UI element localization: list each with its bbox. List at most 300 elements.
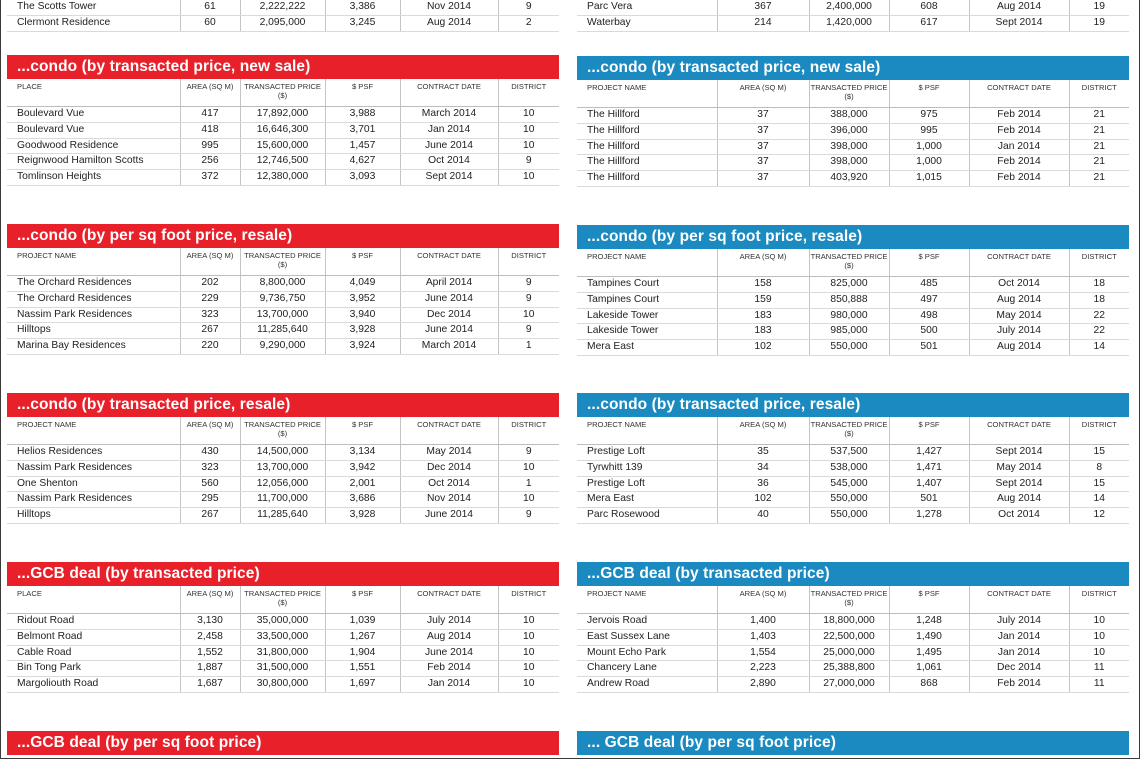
cell-date: Jan 2014: [400, 122, 498, 138]
cell-district: 12: [1069, 508, 1129, 524]
table-row: [7, 492, 559, 508]
cell-price: 31,500,000: [240, 661, 325, 677]
data-table: [577, 586, 1129, 693]
cell-area: 323: [180, 460, 240, 476]
cell-price: 825,000: [809, 277, 889, 293]
cell-name: Nassim Park Residences: [7, 460, 180, 476]
col-header-area: AREA (SQ M): [180, 248, 240, 276]
col-header-psf: $ PSF: [325, 417, 400, 445]
cell-price: 403,920: [809, 171, 889, 187]
col-header-area: AREA (SQ M): [717, 80, 809, 108]
cell-price: 1,420,000: [809, 15, 889, 31]
col-header-contract-date: CONTRACT DATE: [400, 586, 498, 614]
cell-psf: 1,427: [889, 445, 969, 461]
cell-psf: 3,245: [325, 15, 400, 31]
table-row: [7, 323, 559, 339]
cell-psf: 500: [889, 324, 969, 340]
table-row: [7, 276, 559, 292]
cell-district: 15: [1069, 476, 1129, 492]
section-title: ...GCB deal (by per sq foot price): [7, 731, 559, 755]
cell-date: Dec 2014: [969, 661, 1069, 677]
cell-psf: 3,940: [325, 307, 400, 323]
col-header-first: PROJECT NAME: [577, 417, 717, 445]
cell-psf: 1,248: [889, 614, 969, 630]
col-header-contract-date: CONTRACT DATE: [969, 417, 1069, 445]
cell-psf: 995: [889, 123, 969, 139]
cell-district: 10: [498, 307, 559, 323]
cell-district: 9: [498, 291, 559, 307]
cell-date: May 2014: [969, 308, 1069, 324]
cell-area: 158: [717, 277, 809, 293]
table-row: [577, 277, 1129, 293]
table-row: [577, 108, 1129, 124]
cell-district: 9: [498, 323, 559, 339]
table-row: [577, 508, 1129, 524]
cell-psf: 1,551: [325, 661, 400, 677]
cell-date: Feb 2014: [400, 661, 498, 677]
cell-price: 14,500,000: [240, 445, 325, 461]
cell-psf: 3,924: [325, 339, 400, 355]
cell-area: 202: [180, 276, 240, 292]
cell-psf: 3,988: [325, 107, 400, 123]
cell-area: 214: [717, 15, 809, 31]
cell-date: Dec 2014: [400, 307, 498, 323]
col-header-area: AREA (SQ M): [717, 417, 809, 445]
cell-name: Prestige Loft: [577, 445, 717, 461]
data-table: [577, 80, 1129, 187]
cell-name: Ridout Road: [7, 614, 180, 630]
cell-psf: 1,697: [325, 677, 400, 693]
cell-name: Hilltops: [7, 508, 180, 524]
col-header-district: DISTRICT: [1069, 586, 1129, 614]
cell-date: Feb 2014: [969, 123, 1069, 139]
cell-psf: 1,278: [889, 508, 969, 524]
cell-psf: 3,093: [325, 170, 400, 186]
cell-area: 1,554: [717, 645, 809, 661]
cell-name: Cable Road: [7, 645, 180, 661]
cell-area: 267: [180, 323, 240, 339]
cell-psf: 3,701: [325, 122, 400, 138]
data-table: [7, 0, 559, 32]
cell-price: 538,000: [809, 460, 889, 476]
col-header-first: PROJECT NAME: [577, 586, 717, 614]
cell-name: Hilltops: [7, 323, 180, 339]
cell-date: Jan 2014: [400, 677, 498, 693]
cell-area: 372: [180, 170, 240, 186]
col-header-area: AREA (SQ M): [180, 79, 240, 107]
table-row: [7, 508, 559, 524]
cell-psf: 1,039: [325, 614, 400, 630]
cell-price: 2,095,000: [240, 15, 325, 31]
col-header-psf: $ PSF: [325, 79, 400, 107]
cell-district: 1: [498, 339, 559, 355]
cell-name: Andrew Road: [577, 677, 717, 693]
cell-district: 9: [498, 508, 559, 524]
cell-district: 11: [1069, 661, 1129, 677]
section-left-condo-psf-resale: [7, 224, 559, 355]
section-left-condo-price-new-sale: [7, 55, 559, 186]
table-row: [577, 614, 1129, 630]
cell-psf: 1,061: [889, 661, 969, 677]
col-header-area: AREA (SQ M): [717, 586, 809, 614]
cell-district: 10: [498, 460, 559, 476]
cell-date: Jan 2014: [969, 139, 1069, 155]
cell-name: Reignwood Hamilton Scotts: [7, 154, 180, 170]
col-header-district: DISTRICT: [1069, 417, 1129, 445]
cell-area: 183: [717, 308, 809, 324]
cell-district: 22: [1069, 308, 1129, 324]
section-left-gcb-psf: [7, 731, 559, 755]
table-row: [7, 629, 559, 645]
table-row: [7, 445, 559, 461]
cell-district: 10: [498, 614, 559, 630]
section-right-gcb-price: [577, 562, 1129, 693]
col-header-contract-date: CONTRACT DATE: [969, 249, 1069, 277]
col-header-price: TRANSACTED PRICE ($): [809, 249, 889, 277]
cell-area: 229: [180, 291, 240, 307]
table-row: [577, 15, 1129, 31]
col-header-district: DISTRICT: [498, 417, 559, 445]
cell-district: 14: [1069, 340, 1129, 356]
cell-name: Nassim Park Residences: [7, 492, 180, 508]
cell-price: 18,800,000: [809, 614, 889, 630]
table-body: [7, 445, 559, 524]
cell-psf: 501: [889, 492, 969, 508]
cell-date: Dec 2014: [400, 460, 498, 476]
cell-name: Mount Echo Park: [577, 645, 717, 661]
col-header-contract-date: CONTRACT DATE: [400, 248, 498, 276]
table-row: [577, 476, 1129, 492]
cell-area: 1,403: [717, 629, 809, 645]
cell-district: 15: [1069, 445, 1129, 461]
cell-psf: 1,267: [325, 629, 400, 645]
col-header-price: TRANSACTED PRICE ($): [240, 586, 325, 614]
cell-psf: 1,490: [889, 629, 969, 645]
cell-date: Sept 2014: [969, 15, 1069, 31]
col-header-district: DISTRICT: [498, 586, 559, 614]
cell-area: 183: [717, 324, 809, 340]
cell-price: 12,056,000: [240, 476, 325, 492]
cell-date: July 2014: [400, 614, 498, 630]
cell-psf: 3,386: [325, 0, 400, 15]
cell-area: 1,552: [180, 645, 240, 661]
table-body: [7, 614, 559, 693]
col-header-contract-date: CONTRACT DATE: [969, 80, 1069, 108]
cell-price: 550,000: [809, 340, 889, 356]
cell-date: Aug 2014: [969, 0, 1069, 15]
cell-date: Aug 2014: [969, 492, 1069, 508]
table-row: [7, 122, 559, 138]
data-table: [7, 248, 559, 355]
cell-name: Marina Bay Residences: [7, 339, 180, 355]
cell-psf: 3,686: [325, 492, 400, 508]
cell-date: April 2014: [400, 276, 498, 292]
cell-date: Oct 2014: [400, 476, 498, 492]
col-header-price: TRANSACTED PRICE ($): [240, 79, 325, 107]
table-row: [577, 445, 1129, 461]
col-header-psf: $ PSF: [325, 586, 400, 614]
cell-name: Mera East: [577, 492, 717, 508]
section-right-condo-price-new-sale: [577, 56, 1129, 187]
cell-district: 10: [498, 107, 559, 123]
col-header-psf: $ PSF: [889, 586, 969, 614]
cell-area: 367: [717, 0, 809, 15]
cell-area: 60: [180, 15, 240, 31]
cell-area: 256: [180, 154, 240, 170]
cell-area: 37: [717, 108, 809, 124]
cell-date: Jan 2014: [969, 645, 1069, 661]
table-row: [577, 324, 1129, 340]
cell-price: 12,380,000: [240, 170, 325, 186]
cell-name: East Sussex Lane: [577, 629, 717, 645]
cell-date: Feb 2014: [969, 155, 1069, 171]
cell-district: 10: [498, 492, 559, 508]
table-row: [577, 139, 1129, 155]
cell-date: Feb 2014: [969, 108, 1069, 124]
section-title: ...condo (by transacted price, new sale): [7, 55, 559, 79]
cell-price: 17,892,000: [240, 107, 325, 123]
cell-name: The Orchard Residences: [7, 276, 180, 292]
cell-psf: 3,134: [325, 445, 400, 461]
table-row: [577, 340, 1129, 356]
section-title: ...GCB deal (by transacted price): [577, 562, 1129, 586]
table-body: [7, 0, 559, 31]
cell-price: 550,000: [809, 508, 889, 524]
cell-price: 13,700,000: [240, 460, 325, 476]
cell-date: Sept 2014: [400, 170, 498, 186]
cell-price: 27,000,000: [809, 677, 889, 693]
table-row: [7, 339, 559, 355]
table-row: [577, 629, 1129, 645]
table-row: [7, 138, 559, 154]
cell-district: 9: [498, 154, 559, 170]
cell-district: 10: [498, 138, 559, 154]
table-body: [577, 108, 1129, 187]
table-row: [7, 661, 559, 677]
cell-date: July 2014: [969, 614, 1069, 630]
cell-price: 537,500: [809, 445, 889, 461]
cell-price: 396,000: [809, 123, 889, 139]
cell-price: 13,700,000: [240, 307, 325, 323]
table-row: [7, 170, 559, 186]
cell-name: Parc Vera: [577, 0, 717, 15]
cell-psf: 3,928: [325, 508, 400, 524]
cell-psf: 1,000: [889, 139, 969, 155]
cell-name: Belmont Road: [7, 629, 180, 645]
cell-price: 2,222,222: [240, 0, 325, 15]
cell-area: 159: [717, 292, 809, 308]
cell-price: 850,888: [809, 292, 889, 308]
cell-psf: 1,457: [325, 138, 400, 154]
cell-district: 18: [1069, 292, 1129, 308]
cell-psf: 497: [889, 292, 969, 308]
cell-date: June 2014: [400, 508, 498, 524]
table-body: [577, 277, 1129, 356]
col-header-contract-date: CONTRACT DATE: [969, 586, 1069, 614]
cell-price: 11,285,640: [240, 323, 325, 339]
cell-area: 418: [180, 122, 240, 138]
cell-date: March 2014: [400, 107, 498, 123]
section-title: ... GCB deal (by per sq foot price): [577, 731, 1129, 755]
cell-date: June 2014: [400, 291, 498, 307]
table-row: [577, 171, 1129, 187]
cell-psf: 1,407: [889, 476, 969, 492]
cell-price: 545,000: [809, 476, 889, 492]
table-row: [577, 123, 1129, 139]
cell-date: Aug 2014: [400, 15, 498, 31]
section-left-condo-price-resale: [7, 393, 559, 524]
cell-name: Tomlinson Heights: [7, 170, 180, 186]
data-table: [7, 79, 559, 186]
top-left-table-fragment: [7, 0, 559, 32]
cell-area: 220: [180, 339, 240, 355]
cell-district: 19: [1069, 15, 1129, 31]
cell-name: Goodwood Residence: [7, 138, 180, 154]
cell-district: 10: [498, 677, 559, 693]
cell-price: 33,500,000: [240, 629, 325, 645]
col-header-first: PROJECT NAME: [577, 80, 717, 108]
top-right-table-fragment: [577, 0, 1129, 32]
cell-psf: 617: [889, 15, 969, 31]
cell-psf: 2,001: [325, 476, 400, 492]
col-header-first: PLACE: [7, 79, 180, 107]
table-row: [7, 107, 559, 123]
cell-name: Parc Rosewood: [577, 508, 717, 524]
cell-area: 560: [180, 476, 240, 492]
cell-price: 12,746,500: [240, 154, 325, 170]
cell-psf: 4,627: [325, 154, 400, 170]
cell-district: 1: [498, 476, 559, 492]
cell-date: Feb 2014: [969, 171, 1069, 187]
cell-name: Boulevard Vue: [7, 122, 180, 138]
cell-area: 2,223: [717, 661, 809, 677]
cell-district: 10: [498, 629, 559, 645]
cell-district: 10: [1069, 645, 1129, 661]
cell-name: Nassim Park Residences: [7, 307, 180, 323]
cell-price: 31,800,000: [240, 645, 325, 661]
section-title: ...condo (by per sq foot price, resale): [7, 224, 559, 248]
cell-psf: 1,904: [325, 645, 400, 661]
cell-district: 21: [1069, 171, 1129, 187]
cell-price: 388,000: [809, 108, 889, 124]
table-row: [577, 308, 1129, 324]
table-row: [577, 492, 1129, 508]
cell-price: 15,600,000: [240, 138, 325, 154]
cell-name: The Hillford: [577, 139, 717, 155]
section-title: ...condo (by transacted price, resale): [577, 393, 1129, 417]
cell-area: 1,887: [180, 661, 240, 677]
col-header-first: PLACE: [7, 586, 180, 614]
cell-name: The Scotts Tower: [7, 0, 180, 15]
cell-name: The Hillford: [577, 155, 717, 171]
table-row: [7, 0, 559, 15]
col-header-district: DISTRICT: [1069, 80, 1129, 108]
cell-name: One Shenton: [7, 476, 180, 492]
table-row: [577, 292, 1129, 308]
cell-price: 16,646,300: [240, 122, 325, 138]
cell-name: The Orchard Residences: [7, 291, 180, 307]
cell-area: 323: [180, 307, 240, 323]
cell-date: Oct 2014: [969, 508, 1069, 524]
table-row: [7, 307, 559, 323]
col-header-price: TRANSACTED PRICE ($): [809, 80, 889, 108]
cell-name: Tyrwhitt 139: [577, 460, 717, 476]
cell-name: Margoliouth Road: [7, 677, 180, 693]
table-body: [7, 276, 559, 355]
cell-name: The Hillford: [577, 108, 717, 124]
cell-psf: 608: [889, 0, 969, 15]
cell-name: The Hillford: [577, 171, 717, 187]
section-title: ...condo (by transacted price, new sale): [577, 56, 1129, 80]
cell-price: 8,800,000: [240, 276, 325, 292]
cell-name: Tampines Court: [577, 277, 717, 293]
cell-area: 61: [180, 0, 240, 15]
cell-date: June 2014: [400, 323, 498, 339]
table-row: [7, 291, 559, 307]
col-header-district: DISTRICT: [498, 79, 559, 107]
cell-price: 35,000,000: [240, 614, 325, 630]
cell-district: 8: [1069, 460, 1129, 476]
section-right-gcb-psf: [577, 731, 1129, 755]
cell-date: July 2014: [969, 324, 1069, 340]
cell-date: Nov 2014: [400, 0, 498, 15]
cell-price: 30,800,000: [240, 677, 325, 693]
data-table: [7, 586, 559, 693]
col-header-district: DISTRICT: [1069, 249, 1129, 277]
col-header-psf: $ PSF: [889, 80, 969, 108]
section-left-gcb-price: [7, 562, 559, 693]
cell-area: 430: [180, 445, 240, 461]
cell-price: 25,388,800: [809, 661, 889, 677]
table-row: [7, 677, 559, 693]
cell-psf: 868: [889, 677, 969, 693]
cell-area: 40: [717, 508, 809, 524]
table-row: [577, 661, 1129, 677]
cell-psf: 975: [889, 108, 969, 124]
cell-price: 980,000: [809, 308, 889, 324]
cell-area: 3,130: [180, 614, 240, 630]
cell-district: 10: [498, 645, 559, 661]
cell-psf: 1,015: [889, 171, 969, 187]
table-row: [577, 677, 1129, 693]
cell-area: 37: [717, 171, 809, 187]
cell-psf: 498: [889, 308, 969, 324]
cell-psf: 3,952: [325, 291, 400, 307]
cell-psf: 1,000: [889, 155, 969, 171]
cell-date: Feb 2014: [969, 677, 1069, 693]
cell-name: Prestige Loft: [577, 476, 717, 492]
cell-price: 9,290,000: [240, 339, 325, 355]
cell-price: 550,000: [809, 492, 889, 508]
cell-date: Oct 2014: [400, 154, 498, 170]
cell-price: 2,400,000: [809, 0, 889, 15]
table-row: [7, 645, 559, 661]
col-header-psf: $ PSF: [889, 249, 969, 277]
cell-district: 9: [498, 445, 559, 461]
cell-psf: 1,471: [889, 460, 969, 476]
col-header-contract-date: CONTRACT DATE: [400, 79, 498, 107]
cell-district: 21: [1069, 139, 1129, 155]
col-header-area: AREA (SQ M): [180, 417, 240, 445]
table-row: [7, 460, 559, 476]
data-table: [577, 0, 1129, 32]
cell-date: Sept 2014: [969, 476, 1069, 492]
cell-price: 398,000: [809, 139, 889, 155]
section-title: ...GCB deal (by transacted price): [7, 562, 559, 586]
cell-area: 267: [180, 508, 240, 524]
cell-district: 21: [1069, 108, 1129, 124]
cell-district: 19: [1069, 0, 1129, 15]
